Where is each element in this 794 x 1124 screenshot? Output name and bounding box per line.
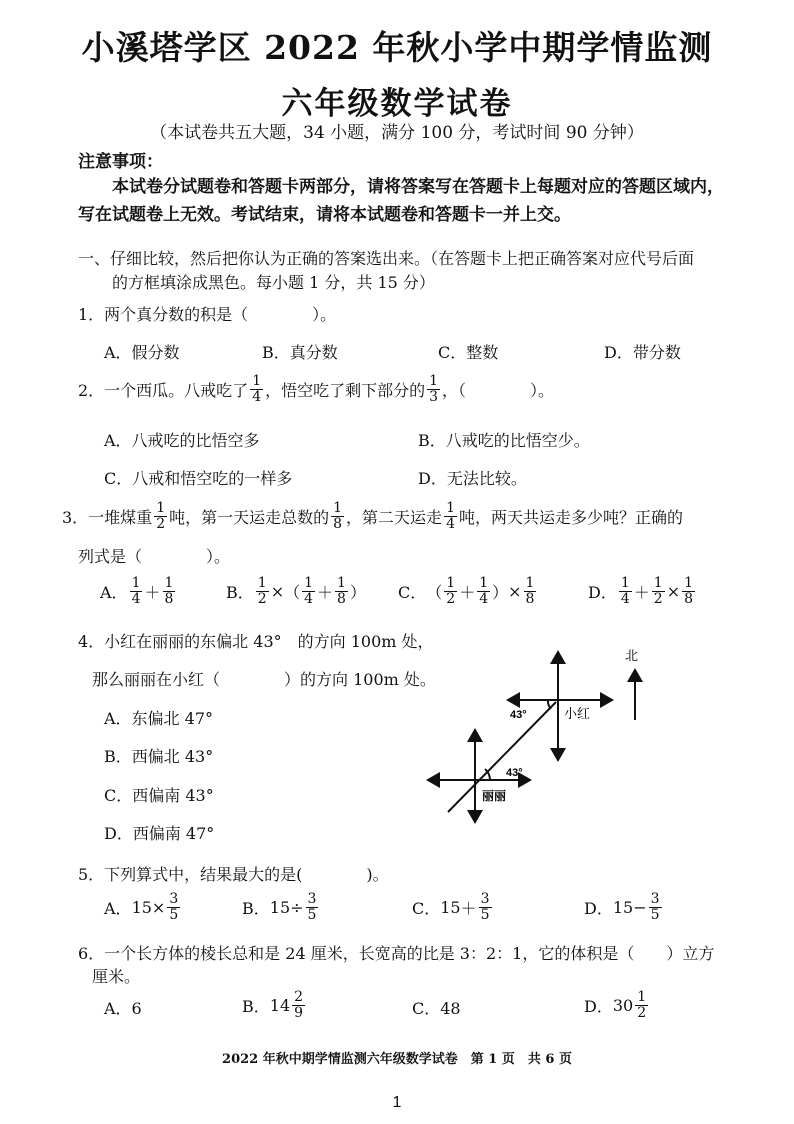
q6-stem-line-2: 厘米。 <box>92 967 141 986</box>
operator: ＋ <box>633 583 650 602</box>
number: 15 <box>131 898 152 917</box>
fraction-numerator: 1 <box>429 373 439 389</box>
question-1-stem: 1．两个真分数的积是（ ）。 <box>78 305 337 324</box>
exam-title: 小溪塔学区 2022 年秋小学中期学情监测 <box>81 28 713 67</box>
q4-option-d: D．西偏南 47° <box>104 824 215 843</box>
q3-fraction-1 <box>154 501 167 532</box>
q2-fraction-1 <box>250 374 263 405</box>
q2-option-b: B．八戒吃的比悟空少。 <box>418 431 590 450</box>
fraction-denominator: 2 <box>637 1005 647 1021</box>
fraction-denominator: 4 <box>252 389 262 405</box>
fraction <box>163 576 176 607</box>
fraction-denominator: 2 <box>156 516 166 532</box>
fraction-denominator: 8 <box>337 591 346 607</box>
q5-option-b <box>242 892 320 923</box>
operator: ÷ <box>290 898 304 917</box>
q5-option-a <box>104 892 182 923</box>
option-label: C． <box>398 583 427 602</box>
operator: ＋ <box>317 583 334 602</box>
q6-option-c: C．48 <box>412 999 461 1018</box>
option-label: D． <box>588 583 617 602</box>
north-label: 北 <box>625 648 639 663</box>
q3-option-a <box>100 576 177 607</box>
fraction-denominator: 9 <box>294 1005 304 1021</box>
q2-text-b: ，悟空吃了剩下部分的 <box>265 381 426 400</box>
fraction-numerator: 1 <box>337 575 346 591</box>
fraction-denominator: 4 <box>620 591 630 607</box>
option-label: A． <box>104 899 132 918</box>
fraction-denominator: 5 <box>169 907 179 923</box>
option-label: D． <box>584 997 613 1016</box>
fraction <box>649 892 662 923</box>
fraction-numerator: 1 <box>446 500 455 516</box>
section-instructions: 的方框填涂成黑色。每小题 1 分，共 15 分） <box>112 273 435 292</box>
angle-arc-top <box>548 700 551 709</box>
direction-diagram <box>420 640 680 830</box>
paren: （ <box>426 583 443 602</box>
number: 15 <box>612 898 634 917</box>
fraction <box>302 576 315 607</box>
option-label: C． <box>412 899 441 918</box>
fraction <box>652 576 665 607</box>
fraction-denominator: 4 <box>304 591 314 607</box>
fraction-numerator: 1 <box>257 575 267 591</box>
q3-option-b <box>226 576 366 607</box>
q1-option-a: A．假分数 <box>104 343 180 362</box>
fraction <box>619 576 632 607</box>
fraction-numerator: 2 <box>294 989 304 1005</box>
q1-option-d: D．带分数 <box>604 343 681 362</box>
fraction <box>306 892 319 923</box>
number: 14 <box>269 996 291 1015</box>
q6-option-a: A．6 <box>104 999 142 1018</box>
fraction-numerator: 1 <box>684 575 694 591</box>
number: 30 <box>612 996 634 1015</box>
fraction-denominator: 5 <box>307 907 317 923</box>
q5-option-c <box>412 892 494 923</box>
q4-option-c: C．西偏南 43° <box>104 786 214 805</box>
q4-option-b: B．西偏北 43° <box>104 747 214 766</box>
number: 15 <box>269 898 291 917</box>
operator: × <box>508 582 522 601</box>
fraction-denominator: 8 <box>525 591 535 607</box>
fraction <box>292 990 305 1021</box>
question-4-stem: 4．小红在丽丽的东偏北 43° 的方向 100m 处， <box>78 632 434 651</box>
q2-text-c: ，（ ）。 <box>442 381 555 400</box>
notice-heading: 注意事项： <box>78 152 163 172</box>
operator: × <box>151 898 166 917</box>
fraction-numerator: 1 <box>252 373 262 389</box>
fraction-numerator: 1 <box>479 575 489 591</box>
q6-option-b <box>242 990 307 1021</box>
fraction-denominator: 2 <box>446 591 456 607</box>
q2-fraction-2 <box>427 374 440 405</box>
fraction-numerator: 3 <box>480 891 490 907</box>
fraction <box>130 576 143 607</box>
fraction-numerator: 1 <box>525 575 535 591</box>
operator: − <box>633 898 647 917</box>
question-6-stem: 6．一个长方体的棱长总和是 24 厘米，长宽高的比是 3：2：1，它的体积是（ ）立方 <box>78 944 715 963</box>
fraction-numerator: 1 <box>131 575 141 591</box>
q2-option-c: C．八戒和悟空吃的一样多 <box>104 469 293 488</box>
q3-fraction-3 <box>444 501 457 532</box>
operator: ＋ <box>144 583 161 602</box>
operator: × <box>666 582 681 601</box>
fraction-numerator: 1 <box>304 575 314 591</box>
exam-subtitle-grade: 六年级数学试卷 <box>281 86 513 122</box>
xiaohong-label: 小红 <box>564 706 591 721</box>
operator: ＋ <box>460 899 477 918</box>
fraction-denominator: 3 <box>429 389 439 405</box>
operator: × <box>270 582 285 601</box>
fraction-denominator: 8 <box>164 591 174 607</box>
q1-option-b: B．真分数 <box>262 343 338 362</box>
section-heading: 一、仔细比较，然后把你认为正确的答案选出来。（在答题卡上把正确答案对应代号后面 <box>78 249 695 268</box>
q3-text-c: ，第二天运走 <box>346 508 443 527</box>
paren: （ <box>284 583 301 602</box>
fraction-numerator: 3 <box>650 891 660 907</box>
fraction-numerator: 1 <box>156 500 166 516</box>
paren: ） <box>492 583 509 602</box>
operator: ＋ <box>459 583 476 602</box>
fraction-denominator: 2 <box>257 591 267 607</box>
fraction-numerator: 3 <box>169 891 179 907</box>
fraction-denominator: 4 <box>479 591 489 607</box>
q2-option-a: A．八戒吃的比悟空多 <box>104 431 260 450</box>
lili-label: 丽丽 <box>482 789 507 803</box>
fraction-numerator: 1 <box>653 575 663 591</box>
q3-fraction-2 <box>331 501 344 532</box>
fraction-denominator: 4 <box>446 516 455 532</box>
fraction-numerator: 1 <box>164 575 174 591</box>
q4-stem-line-2: 那么丽丽在小红（ ）的方向 100m 处。 <box>92 670 436 689</box>
q1-option-c: C．整数 <box>438 343 499 362</box>
number: 15 <box>440 898 461 917</box>
fraction-denominator: 5 <box>650 907 660 923</box>
fraction-numerator: 3 <box>307 891 317 907</box>
option-label: B． <box>242 899 270 918</box>
fraction-denominator: 5 <box>480 907 490 923</box>
q3-option-d <box>588 576 697 607</box>
page-number: 1 <box>392 1094 402 1111</box>
angle-label-bottom: 43° <box>506 767 523 779</box>
q2-option-d: D．无法比较。 <box>418 469 527 488</box>
fraction-numerator: 1 <box>333 500 343 516</box>
paren: ） <box>349 583 366 602</box>
option-label: B． <box>226 583 254 602</box>
fraction-denominator: 4 <box>131 591 141 607</box>
notice-line-2: 写在试题卷上无效。考试结束，请将本试题卷和答题卡一并上交。 <box>78 205 571 225</box>
q3-text-d: 吨，两天共运走多少吨？正确的 <box>458 508 683 527</box>
exam-info: （本试卷共五大题，34 小题，满分 100 分，考试时间 90 分钟） <box>150 123 644 143</box>
question-2-stem <box>78 374 554 405</box>
q2-text-a: 2．一个西瓜。八戒吃了 <box>78 381 249 400</box>
fraction-denominator: 2 <box>653 591 663 607</box>
page-footer: 2022 年秋中期学情监测六年级数学试卷 第 1 页 共 6 页 <box>222 1052 572 1067</box>
question-3-stem <box>62 501 683 532</box>
q3-text-b: 吨，第一天运走总数的 <box>169 508 330 527</box>
fraction <box>256 576 269 607</box>
q3-option-c <box>398 576 538 607</box>
fraction <box>635 990 648 1021</box>
fraction-denominator: 8 <box>333 516 343 532</box>
q6-option-d <box>584 990 650 1021</box>
option-label: D． <box>584 899 613 918</box>
q4-option-a: A．东偏北 47° <box>104 709 214 728</box>
q5-option-d <box>584 892 664 923</box>
angle-label-top: 43° <box>510 709 527 721</box>
fraction <box>477 576 490 607</box>
question-5-stem: 5．下列算式中，结果最大的是( )。 <box>78 865 389 884</box>
fraction <box>479 892 492 923</box>
fraction-denominator: 8 <box>684 591 694 607</box>
notice-line-1: 本试卷分试题卷和答题卡两部分，请将答案写在答题卡上每题对应的答题区域内， <box>112 177 724 197</box>
fraction <box>335 576 348 607</box>
option-label: A． <box>100 583 128 602</box>
fraction-numerator: 1 <box>620 575 630 591</box>
fraction <box>682 576 695 607</box>
fraction-numerator: 1 <box>446 575 456 591</box>
option-label: B． <box>242 997 270 1016</box>
fraction <box>167 892 180 923</box>
fraction-numerator: 1 <box>637 989 647 1005</box>
q3-stem-line-2: 列式是（ ）。 <box>78 547 231 566</box>
fraction <box>524 576 537 607</box>
fraction <box>444 576 457 607</box>
q3-text-a: 3．一堆煤重 <box>62 508 153 527</box>
